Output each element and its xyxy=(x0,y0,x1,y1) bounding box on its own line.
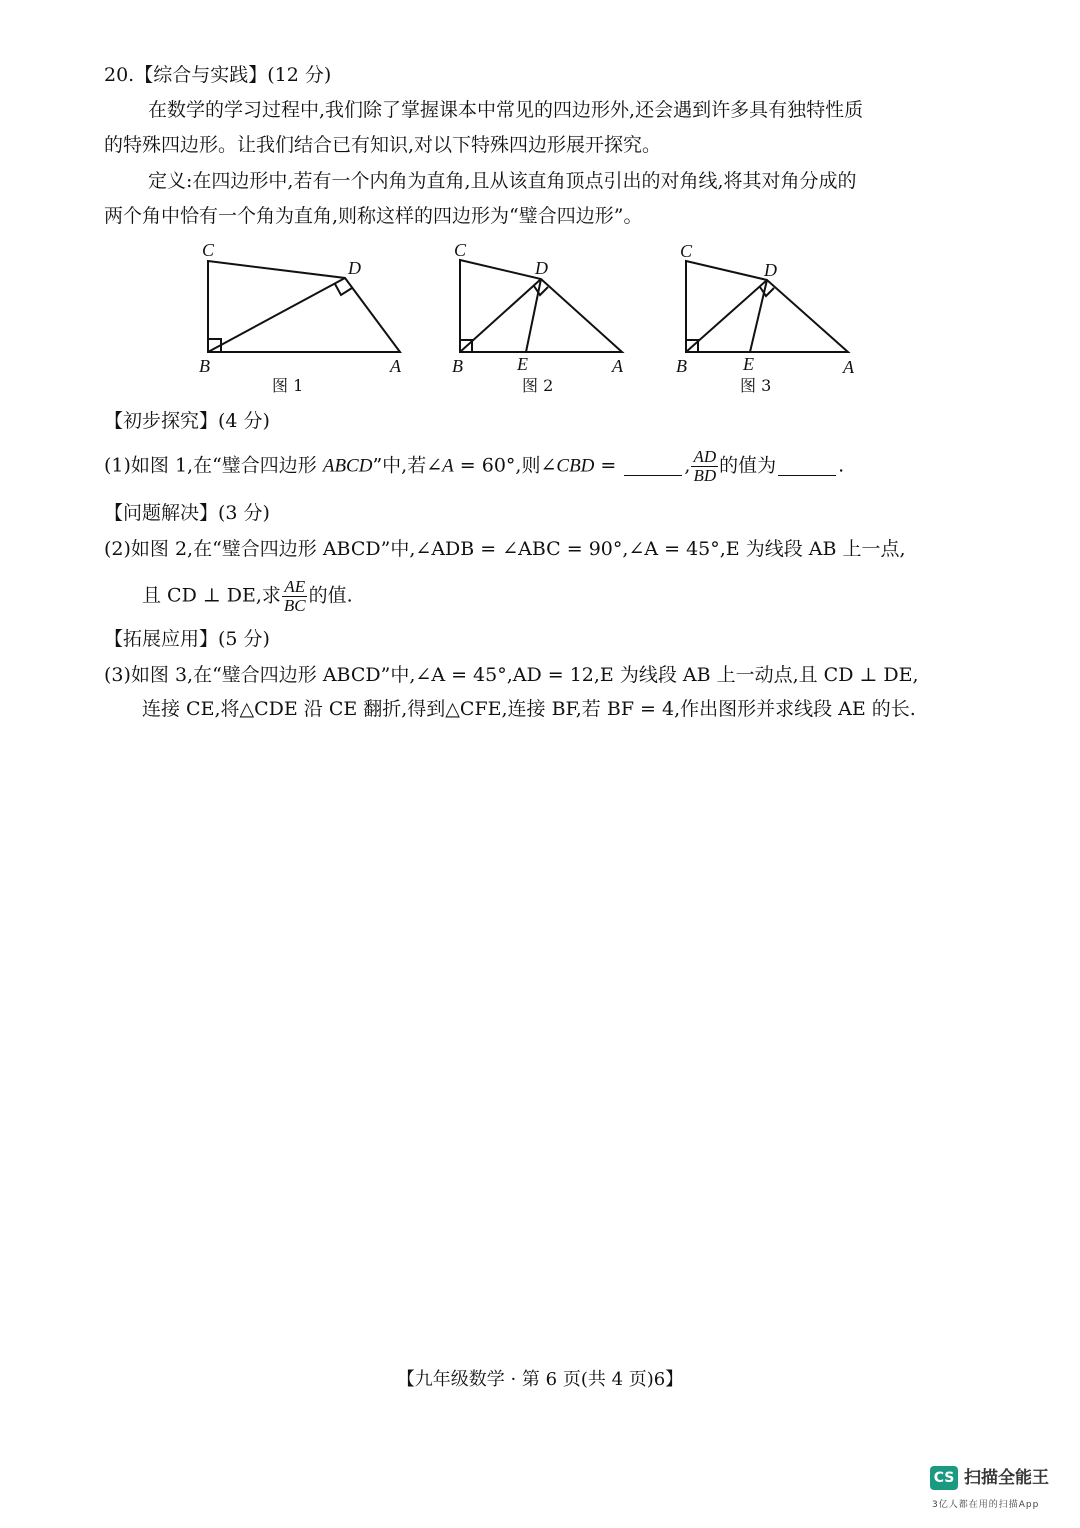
q1-fraction-ad-bd xyxy=(691,448,718,485)
q1-fraction-denominator: BD xyxy=(693,466,717,485)
figure-1-label-d: D xyxy=(348,258,361,278)
question-3-line-2: 连接 CE,将△CDE 沿 CE 翻折,得到△CFE,连接 BF,若 BF = 4,作出图形并求线段 AE 的长. xyxy=(142,698,916,720)
q1-text-e: = 60°,则∠ xyxy=(453,454,557,477)
q1-angle-a: A xyxy=(442,455,454,477)
q1-text-c: ”中,若∠ xyxy=(372,454,443,477)
q1-quad-name: ABCD xyxy=(322,455,373,477)
q1-answer-blank-1 xyxy=(624,455,682,476)
figure-2 xyxy=(444,236,644,396)
figure-1-caption: 图 1 xyxy=(272,376,304,395)
cs-logo-icon: CS xyxy=(930,1466,958,1490)
intro-line-2: 的特殊四边形。让我们结合已有知识,对以下特殊四边形展开探究。 xyxy=(104,134,662,156)
figure-1-label-a: A xyxy=(390,356,401,376)
question-3-line-1: (3)如图 3,在“璧合四边形 ABCD”中,∠A = 45°,AD = 12,E 为线段 AB 上一动点,且 CD ⊥ DE, xyxy=(104,664,919,686)
q2-fraction-denominator: BC xyxy=(283,596,306,615)
question-1 xyxy=(104,448,844,485)
q2-fraction-ae-bc xyxy=(282,578,308,615)
figure-3-label-c: C xyxy=(680,241,693,261)
definition-line-2: 两个角中恰有一个角为直角,则称这样的四边形为“璧合四边形”。 xyxy=(104,205,643,227)
section-3-title: 【拓展应用】(5 分) xyxy=(104,628,270,650)
figure-3-label-e: E xyxy=(743,354,754,374)
section-2-title: 【问题解决】(3 分) xyxy=(104,502,270,524)
figure-2-label-c: C xyxy=(454,240,467,260)
figure-3-label-d: D xyxy=(764,260,777,280)
figure-2-label-b: B xyxy=(452,356,463,376)
definition-line-1: 定义:在四边形中,若有一个内角为直角,且从该直角顶点引出的对角线,将其对角分成的 xyxy=(148,170,857,192)
q1-text-g: = xyxy=(594,454,623,477)
figure-3-caption: 图 3 xyxy=(740,376,772,395)
q1-text-j: . xyxy=(838,454,845,477)
question-2-line-1: (2)如图 2,在“璧合四边形 ABCD”中,∠ADB = ∠ABC = 90°,∠A = 45°,E 为线段 AB 上一点, xyxy=(104,538,906,560)
q2-text-b: 的值. xyxy=(308,584,353,607)
figure-1-label-b: B xyxy=(199,356,210,376)
q1-angle-cbd: CBD xyxy=(556,455,595,477)
question-2-line-2 xyxy=(142,578,353,615)
page-footer: 【九年级数学 · 第 6 页(共 4 页)6】 xyxy=(396,1369,684,1390)
figure-2-label-a: A xyxy=(612,356,623,376)
q2-fraction-numerator: AE xyxy=(284,577,306,596)
figure-3-label-b: B xyxy=(676,356,687,376)
watermark-name: 扫描全能王 xyxy=(964,1468,1049,1488)
figure-1 xyxy=(190,236,420,396)
figure-1-label-c: C xyxy=(202,240,215,260)
figure-3 xyxy=(670,236,870,396)
figure-2-caption: 图 2 xyxy=(522,376,554,395)
watermark-tagline: 3亿人都在用的扫描App xyxy=(932,1500,1040,1510)
section-1-title: 【初步探究】(4 分) xyxy=(104,410,270,432)
scanner-watermark xyxy=(930,1466,1065,1516)
figure-3-label-a: A xyxy=(843,357,854,377)
q1-text-a: (1)如图 1,在“璧合四边形 xyxy=(104,454,323,477)
question-header: 20.【综合与实践】(12 分) xyxy=(104,64,332,86)
q1-text-i: 的值为 xyxy=(719,454,777,477)
q1-fraction-numerator: AD xyxy=(693,447,717,466)
figure-2-label-e: E xyxy=(517,354,528,374)
q1-text-h: , xyxy=(684,454,691,477)
q2-text-a: 且 CD ⊥ DE,求 xyxy=(142,584,281,607)
q1-answer-blank-2 xyxy=(778,455,836,476)
intro-line-1: 在数学的学习过程中,我们除了掌握课本中常见的四边形外,还会遇到许多具有独特性质 xyxy=(148,99,864,121)
figure-2-label-d: D xyxy=(535,258,548,278)
